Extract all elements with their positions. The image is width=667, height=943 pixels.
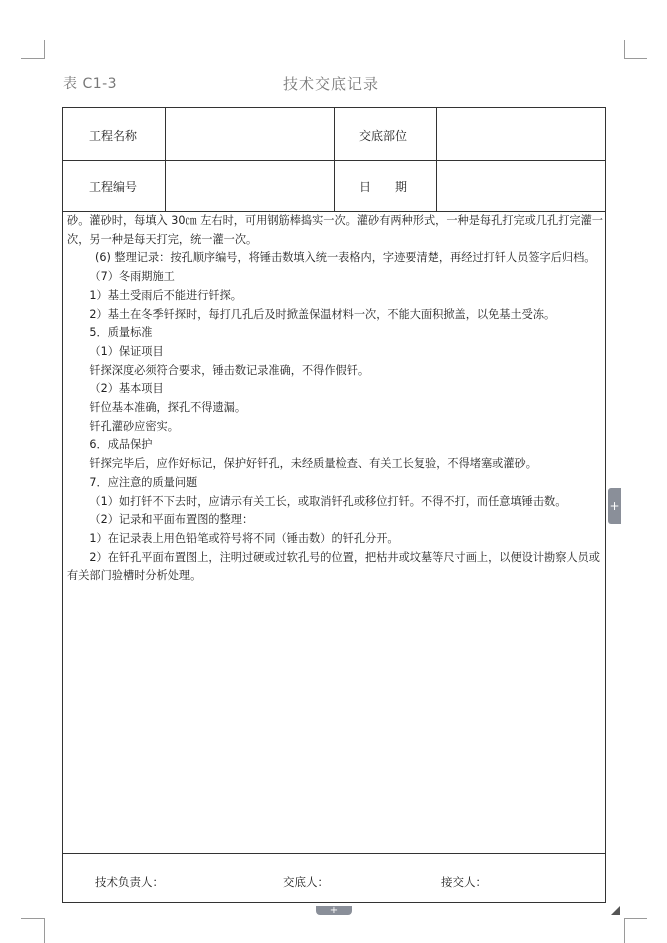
paragraph: 2）在钎孔平面布置图上，注明过硬或过软孔号的位置，把枯井或坟墓等尺寸画上，以便设计勘察人员或有关部门验槽时分析处理。 [67,550,600,583]
column-divider [334,108,335,211]
paragraph: 钎探完毕后，应作好标记，保护好钎孔，未经质量检查、有关工长复验，不得堵塞或灌砂。 [89,457,537,471]
bottom-expand-handle[interactable]: + [316,906,352,915]
paragraph: 1）基土受雨后不能进行钎探。 [89,288,242,302]
tech-lead-signature: 技术负责人： [95,875,164,889]
resize-handle-icon[interactable] [611,906,620,915]
receiver-signature: 接交人： [441,875,487,889]
crop-mark-bottom-left [21,918,45,943]
form-code: 表 C1-3 [63,76,118,92]
date-label: 日 期 [359,180,408,194]
side-expand-handle[interactable]: + [608,488,621,524]
crop-mark-top-right [624,40,647,59]
record-table [62,107,606,903]
paragraph: 1）在记录表上用色铅笔或符号将不同（锤击数）的钎孔分开。 [89,531,399,545]
paragraph: （2）基本项目 [89,382,164,396]
column-divider [165,108,166,211]
handover-part-label: 交底部位 [359,129,408,143]
paragraph: 钎孔灌砂应密实。 [89,419,179,433]
crop-mark-bottom-right [624,918,647,943]
project-number-label: 工程编号 [89,180,138,194]
page-title: 技术交底记录 [283,75,380,93]
row-divider [63,853,605,854]
discloser-signature: 交底人： [283,875,329,889]
crop-mark-top-left [21,40,45,59]
paragraph: （2）记录和平面布置图的整理： [89,513,254,527]
paragraph: 6．成品保护 [89,438,153,452]
paragraph: （1）如打钎不下去时，应请示有关工长，或取消钎孔或移位打钎。不得不打，而任意填锤击数。 [89,494,567,508]
project-name-label: 工程名称 [89,129,138,143]
paragraph: 2）基土在冬季钎探时，每打几孔后及时掀盖保温材料一次，不能大面积掀盖，以免基土受冻。 [89,307,556,321]
column-divider [436,108,437,211]
paragraph: 7．应注意的质量问题 [89,475,198,489]
paragraph: （1）保证项目 [89,344,164,358]
paragraph: 5．质量标准 [89,326,153,340]
paragraph: （7）冬雨期施工 [89,270,175,284]
paragraph: 钎位基本准确，探孔不得遗漏。 [89,401,247,415]
paragraph: 砂。灌砂时，每填入 30㎝ 左右时，可用钢筋棒捣实一次。灌砂有两种形式，一种是每孔打完或几孔打完灌一次，另一种是每天打完，统一灌一次。 [67,214,603,246]
paragraph: (6) 整理记录：按孔顺序编号，将锤击数填入统一表格内，字迹要清楚，再经过打钎人员签字后归档。 [95,251,596,265]
paragraph: 钎探深度必须符合要求，锤击数记录准确，不得作假钎。 [89,363,370,377]
disclosure-content[interactable] [67,212,603,586]
